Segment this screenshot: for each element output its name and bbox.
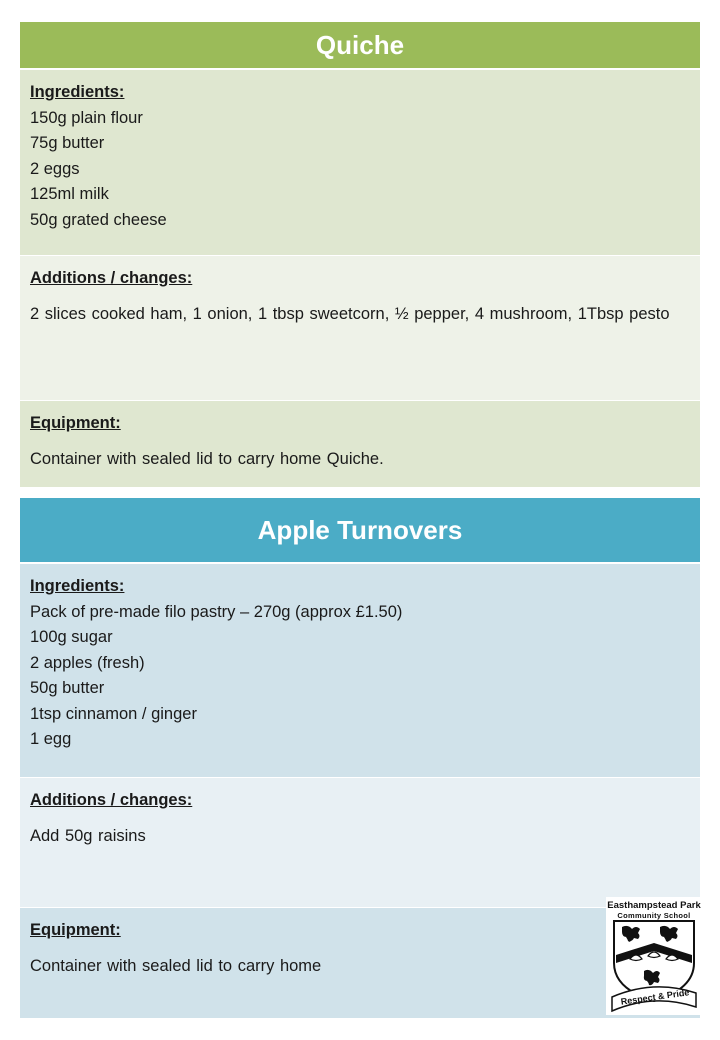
apple-turnovers-equipment-text: Container with sealed lid to carry home — [30, 956, 322, 975]
quiche-equipment-text: Container with sealed lid to carry home Quiche. — [30, 449, 384, 468]
apple-turnovers-title: Apple Turnovers — [20, 498, 700, 564]
apple-turnovers-additions-text: Add 50g raisins — [30, 826, 146, 845]
quiche-ingredient-item: 75g butter — [30, 134, 105, 152]
apple-turnovers-ingredient-item: 50g butter — [30, 679, 105, 697]
apple-turnovers-equipment-heading: Equipment: — [30, 921, 121, 939]
quiche-ingredient-item: 2 eggs — [30, 159, 80, 178]
crest-school-subtitle: Community School — [617, 911, 691, 920]
quiche-title: Quiche — [20, 22, 700, 70]
apple-turnovers-recipe-card — [20, 498, 700, 1018]
apple-turnovers-additions-heading: Additions / changes: — [30, 791, 193, 809]
apple-turnovers-ingredients-heading: Ingredients: — [30, 577, 125, 595]
quiche-equipment-section — [20, 401, 700, 487]
apple-turnovers-ingredient-item: Pack of pre-made filo pastry – 270g (approx £1.50) — [30, 602, 403, 621]
quiche-additions-heading: Additions / changes: — [30, 269, 193, 287]
quiche-ingredient-item: 150g plain flour — [30, 108, 143, 127]
quiche-additions-text: 2 slices cooked ham, 1 onion, 1 tbsp sweetcorn, ½ pepper, 4 mushroom, 1Tbsp pesto — [30, 304, 670, 323]
apple-turnovers-ingredient-item: 100g sugar — [30, 628, 113, 646]
quiche-ingredient-item: 50g grated cheese — [30, 210, 167, 229]
apple-turnovers-additions-section — [20, 778, 700, 908]
apple-turnovers-ingredient-item: 1tsp cinnamon / ginger — [30, 704, 197, 723]
crest-motto: Respect & Pride — [620, 987, 690, 1007]
school-crest-logo — [606, 897, 702, 1015]
quiche-ingredients-heading: Ingredients: — [30, 83, 125, 101]
quiche-equipment-heading: Equipment: — [30, 414, 121, 432]
apple-turnovers-ingredient-item: 2 apples (fresh) — [30, 653, 145, 672]
crest-school-name: Easthampstead Park — [607, 900, 701, 911]
quiche-ingredient-item: 125ml milk — [30, 185, 109, 203]
apple-turnovers-equipment-section — [20, 908, 700, 1018]
apple-turnovers-ingredients-section — [20, 564, 700, 778]
quiche-additions-section — [20, 256, 700, 401]
apple-turnovers-ingredient-item: 1 egg — [30, 730, 72, 748]
quiche-recipe-card — [20, 22, 700, 487]
quiche-ingredients-section — [20, 70, 700, 256]
